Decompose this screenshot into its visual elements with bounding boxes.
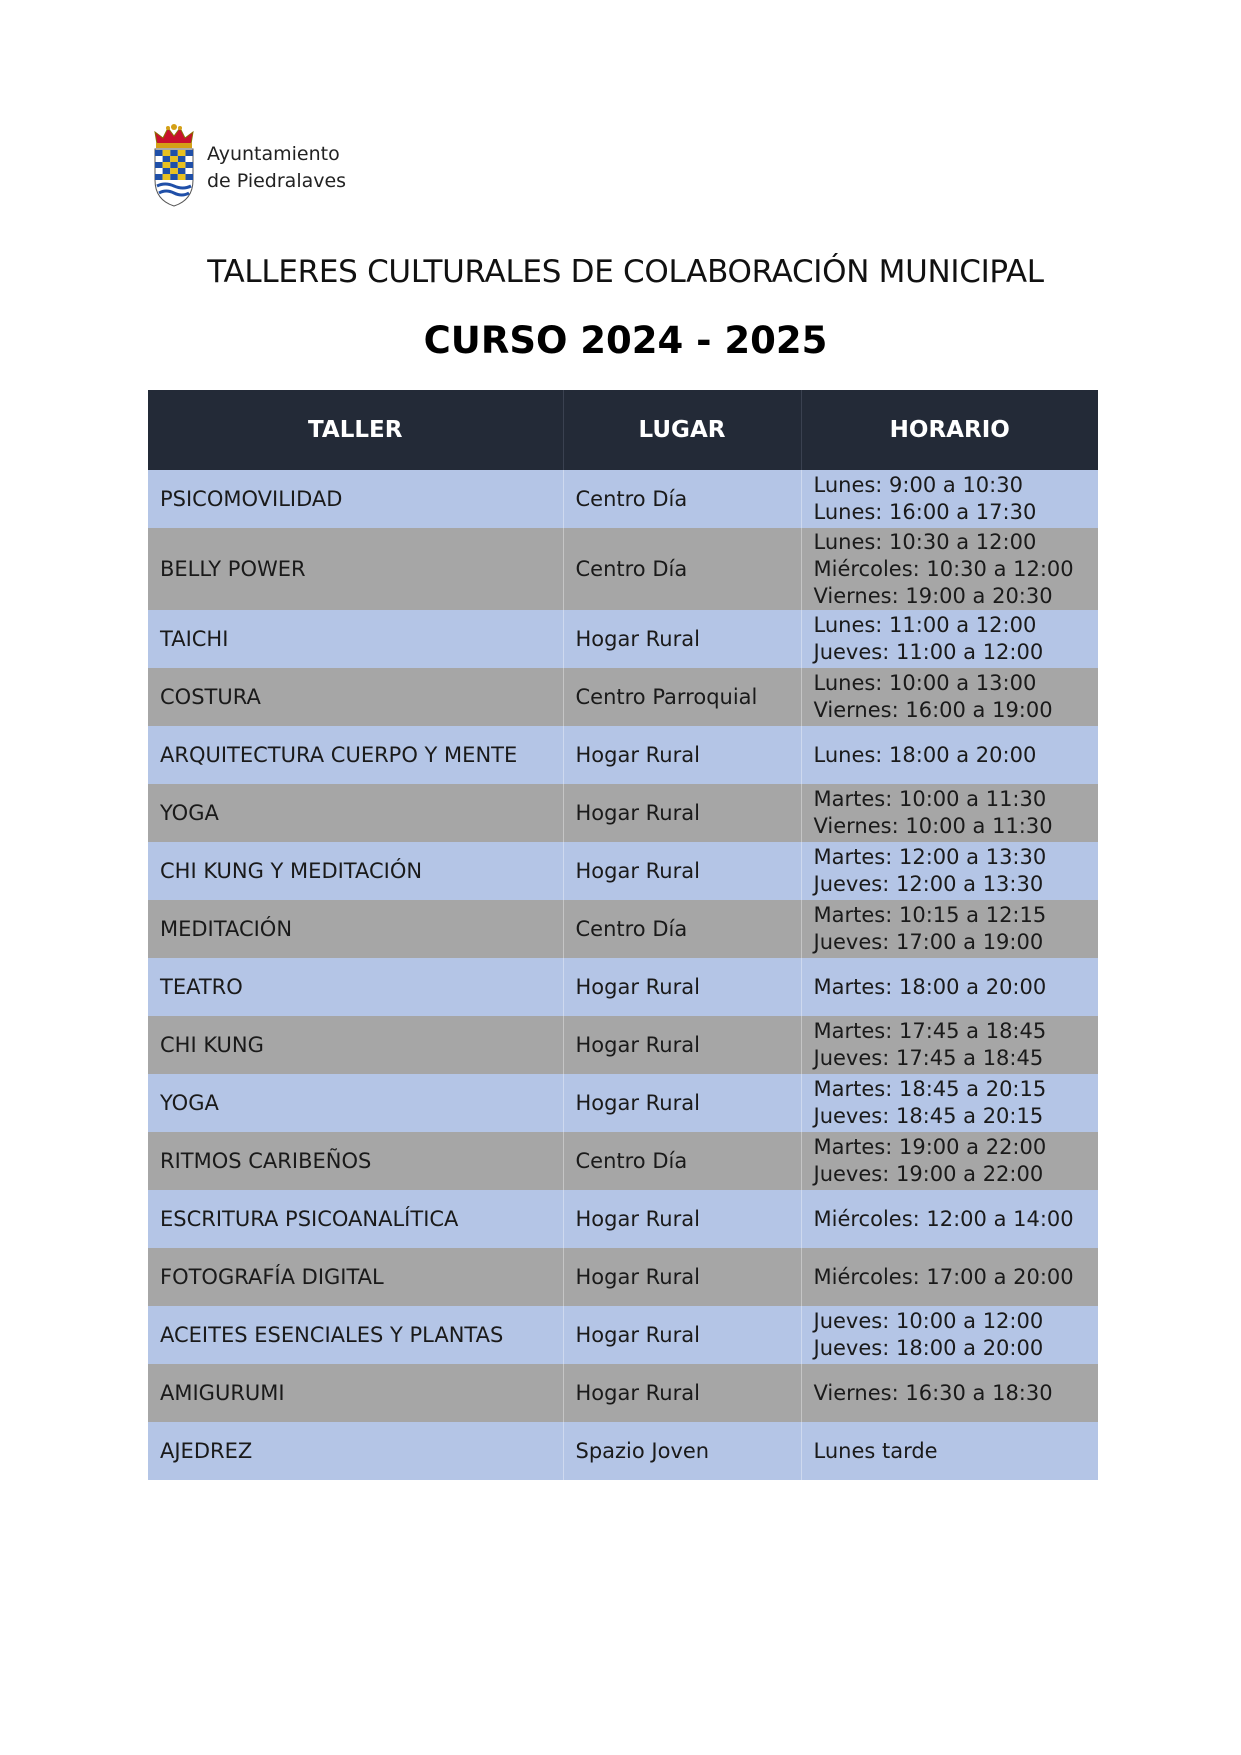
cell-horario <box>801 958 1098 1016</box>
table-row <box>148 900 1098 958</box>
cell-horario <box>801 784 1098 842</box>
cell-lugar: Hogar Rural <box>563 610 801 668</box>
cell-lugar: Hogar Rural <box>563 1190 801 1248</box>
column-header-horario: HORARIO <box>801 390 1098 470</box>
horario-line: Martes: 10:00 a 11:30 <box>813 787 1047 811</box>
page-title: TALLERES CULTURALES DE COLABORACIÓN MUNICIPAL <box>207 254 1044 290</box>
cell-taller: PSICOMOVILIDAD <box>148 470 563 528</box>
cell-horario <box>801 528 1098 610</box>
org-name-line2: de Piedralaves <box>207 170 347 192</box>
table-row <box>148 528 1098 610</box>
table-row <box>148 726 1098 784</box>
cell-horario <box>801 1190 1098 1248</box>
horario-line: Viernes: 16:30 a 18:30 <box>813 1380 1053 1405</box>
horario-line: Lunes: 9:00 a 10:30 <box>813 473 1023 497</box>
column-header-taller: TALLER <box>148 390 563 470</box>
horario-line: Jueves: 17:00 a 19:00 <box>813 930 1044 954</box>
cell-lugar: Hogar Rural <box>563 726 801 784</box>
horario-line: Martes: 19:00 a 22:00 <box>813 1135 1047 1159</box>
table-row <box>148 1306 1098 1364</box>
cell-horario <box>801 1422 1098 1480</box>
table-row <box>148 1422 1098 1480</box>
cell-lugar: Centro Día <box>563 470 801 528</box>
horario-line: Jueves: 19:00 a 22:00 <box>813 1162 1044 1186</box>
table-row <box>148 610 1098 668</box>
table-row <box>148 1248 1098 1306</box>
cell-lugar: Hogar Rural <box>563 1364 801 1422</box>
cell-horario <box>801 668 1098 726</box>
cell-horario <box>801 1306 1098 1364</box>
horario-line: Lunes: 10:00 a 13:00 <box>813 671 1037 695</box>
horario-line: Martes: 10:15 a 12:15 <box>813 903 1047 927</box>
cell-taller: AMIGURUMI <box>148 1364 563 1422</box>
cell-taller: YOGA <box>148 784 563 842</box>
cell-lugar: Centro Día <box>563 900 801 958</box>
cell-taller: TAICHI <box>148 610 563 668</box>
table-row <box>148 470 1098 528</box>
cell-taller: BELLY POWER <box>148 528 563 610</box>
cell-lugar: Hogar Rural <box>563 958 801 1016</box>
cell-horario <box>801 1248 1098 1306</box>
cell-lugar: Hogar Rural <box>563 784 801 842</box>
horario-line: Jueves: 17:45 a 18:45 <box>813 1046 1044 1070</box>
cell-taller: CHI KUNG Y MEDITACIÓN <box>148 842 563 900</box>
horario-line: Jueves: 18:45 a 20:15 <box>813 1104 1044 1128</box>
horario-line: Martes: 12:00 a 13:30 <box>813 845 1047 869</box>
table-row <box>148 784 1098 842</box>
column-header-lugar: LUGAR <box>563 390 801 470</box>
cell-taller: MEDITACIÓN <box>148 900 563 958</box>
cell-lugar: Hogar Rural <box>563 1306 801 1364</box>
coat-of-arms-icon <box>151 122 197 208</box>
cell-horario <box>801 1364 1098 1422</box>
cell-horario <box>801 1074 1098 1132</box>
horario-line: Lunes: 18:00 a 20:00 <box>813 742 1037 767</box>
horario-line: Jueves: 10:00 a 12:00 <box>813 1309 1044 1333</box>
cell-lugar: Hogar Rural <box>563 1248 801 1306</box>
cell-lugar: Hogar Rural <box>563 1016 801 1074</box>
table-row <box>148 668 1098 726</box>
cell-taller: COSTURA <box>148 668 563 726</box>
page-subtitle: CURSO 2024 - 2025 <box>423 319 828 362</box>
horario-line: Jueves: 18:00 a 20:00 <box>813 1336 1044 1360</box>
table-row <box>148 1074 1098 1132</box>
table-row <box>148 1190 1098 1248</box>
schedule-table <box>148 390 1098 1480</box>
page-header <box>151 120 346 210</box>
horario-line: Viernes: 10:00 a 11:30 <box>813 814 1053 838</box>
horario-line: Miércoles: 17:00 a 20:00 <box>813 1264 1074 1289</box>
cell-horario <box>801 900 1098 958</box>
cell-taller: AJEDREZ <box>148 1422 563 1480</box>
cell-taller: TEATRO <box>148 958 563 1016</box>
table-row <box>148 1364 1098 1422</box>
cell-lugar: Spazio Joven <box>563 1422 801 1480</box>
horario-line: Lunes: 11:00 a 12:00 <box>813 613 1037 637</box>
cell-horario <box>801 1016 1098 1074</box>
cell-horario <box>801 842 1098 900</box>
cell-horario <box>801 1132 1098 1190</box>
cell-horario <box>801 470 1098 528</box>
horario-line: Viernes: 19:00 a 20:30 <box>813 583 1053 608</box>
horario-line: Martes: 18:00 a 20:00 <box>813 974 1047 999</box>
cell-taller: FOTOGRAFÍA DIGITAL <box>148 1248 563 1306</box>
cell-taller: RITMOS CARIBEÑOS <box>148 1132 563 1190</box>
horario-line: Lunes: 16:00 a 17:30 <box>813 500 1037 524</box>
cell-lugar: Hogar Rural <box>563 842 801 900</box>
table-header-row <box>148 390 1098 470</box>
organization-name <box>207 141 346 195</box>
table-row <box>148 1016 1098 1074</box>
horario-line: Martes: 18:45 a 20:15 <box>813 1077 1047 1101</box>
cell-horario <box>801 610 1098 668</box>
table-row <box>148 842 1098 900</box>
cell-horario <box>801 726 1098 784</box>
cell-taller: ACEITES ESENCIALES Y PLANTAS <box>148 1306 563 1364</box>
cell-lugar: Hogar Rural <box>563 1074 801 1132</box>
cell-lugar: Centro Parroquial <box>563 668 801 726</box>
cell-lugar: Centro Día <box>563 528 801 610</box>
table-row <box>148 958 1098 1016</box>
table-row <box>148 1132 1098 1190</box>
horario-line: Miércoles: 10:30 a 12:00 <box>813 556 1074 581</box>
cell-lugar: Centro Día <box>563 1132 801 1190</box>
horario-line: Lunes tarde <box>813 1438 938 1463</box>
schedule-body <box>148 470 1098 1480</box>
horario-line: Jueves: 12:00 a 13:30 <box>813 872 1044 896</box>
cell-taller: ESCRITURA PSICOANALÍTICA <box>148 1190 563 1248</box>
cell-taller: ARQUITECTURA CUERPO Y MENTE <box>148 726 563 784</box>
horario-line: Miércoles: 12:00 a 14:00 <box>813 1206 1074 1231</box>
horario-line: Martes: 17:45 a 18:45 <box>813 1019 1047 1043</box>
horario-line: Lunes: 10:30 a 12:00 <box>813 529 1037 554</box>
horario-line: Viernes: 16:00 a 19:00 <box>813 698 1053 722</box>
cell-taller: CHI KUNG <box>148 1016 563 1074</box>
horario-line: Jueves: 11:00 a 12:00 <box>813 640 1044 664</box>
org-name-line1: Ayuntamiento <box>207 143 340 165</box>
cell-taller: YOGA <box>148 1074 563 1132</box>
